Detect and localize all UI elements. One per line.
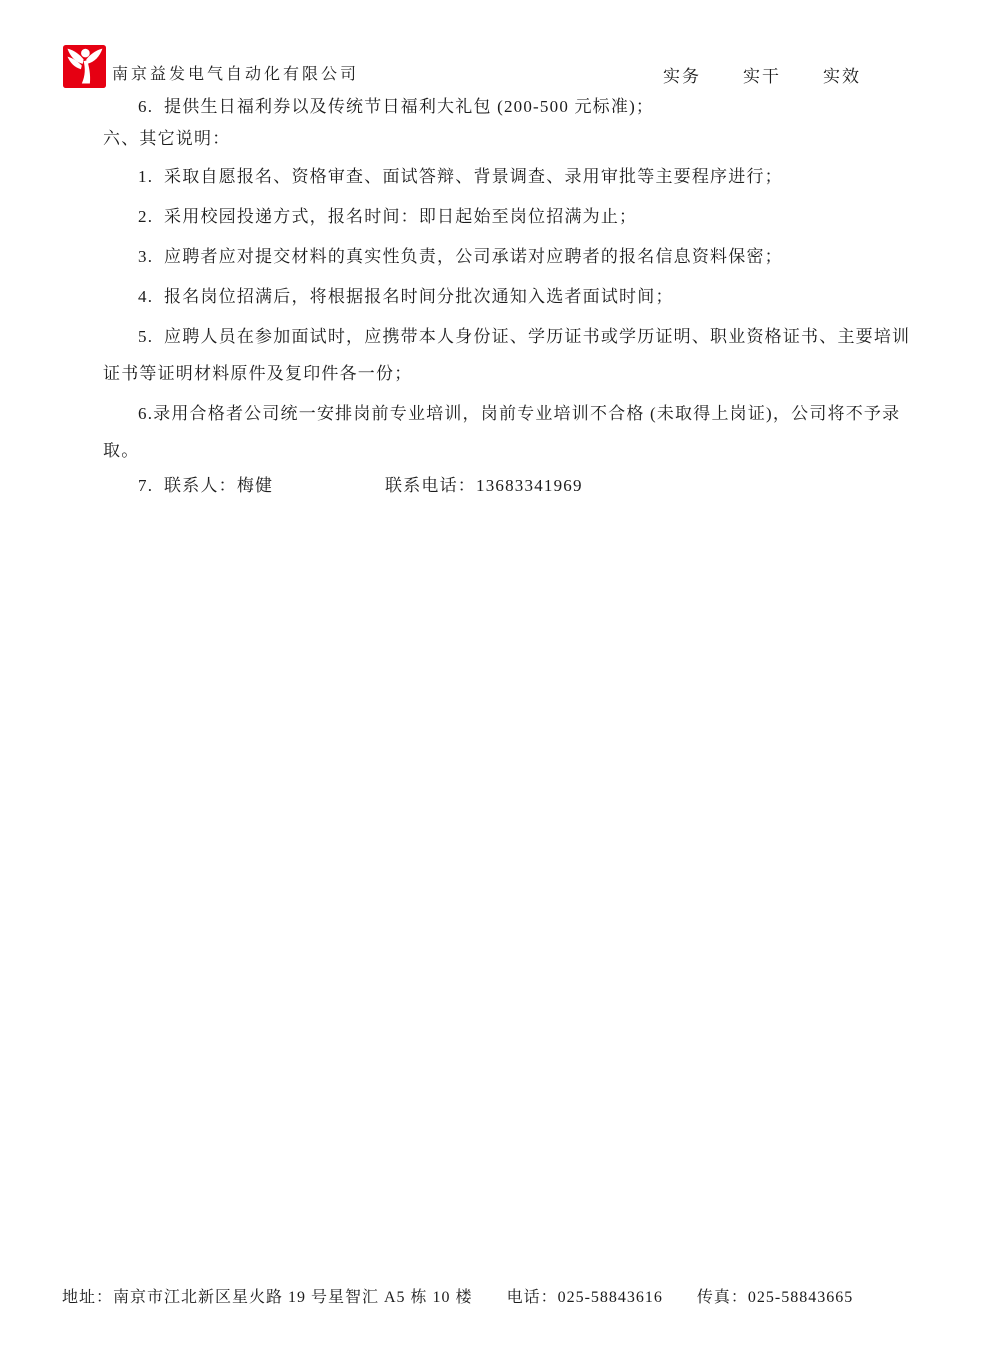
note-item-6-line-2: 取。	[103, 441, 140, 460]
note-item-6-line-1: 6.录用合格者公司统一安排岗前专业培训，岗前专业培训不合格 (未取得上岗证)，公司将不予录	[138, 404, 901, 423]
company-logo-icon	[63, 45, 106, 88]
slogan-word-3: 实效	[823, 67, 861, 86]
contact-person: 7. 联系人：梅健	[138, 476, 274, 495]
contact-phone: 联系电话：13683341969	[385, 476, 583, 495]
note-item-1: 1. 采取自愿报名、资格审查、面试答辩、背景调查、录用审批等主要程序进行；	[138, 167, 783, 186]
footer-phone: 电话：025-58843616	[506, 1289, 663, 1306]
section-title-other-notes: 六、其它说明：	[103, 129, 231, 148]
slogan-word-1: 实务	[663, 67, 701, 86]
footer-fax: 传真：025-58843665	[696, 1289, 854, 1306]
note-item-5-line-1: 5. 应聘人员在参加面试时，应携带本人身份证、学历证书或学历证明、职业资格证书、主要培训	[138, 327, 911, 346]
slogan-word-2: 实干	[743, 67, 781, 86]
note-item-5-line-2: 证书等证明材料原件及复印件各一份；	[103, 364, 413, 383]
benefit-item-6: 6. 提供生日福利券以及传统节日福利大礼包 (200-500 元标准)；	[138, 97, 655, 116]
note-item-2: 2. 采用校园投递方式，报名时间：即日起始至岗位招满为止；	[138, 207, 638, 226]
company-slogan	[663, 62, 861, 87]
note-item-4: 4. 报名岗位招满后，将根据报名时间分批次通知入选者面试时间；	[138, 287, 674, 306]
note-item-3: 3. 应聘者应对提交材料的真实性负责，公司承诺对应聘者的报名信息资料保密；	[138, 247, 783, 266]
note-item-7	[138, 471, 838, 495]
footer-address: 地址：南京市江北新区星火路 19 号星智汇 A5 栋 10 楼	[62, 1289, 473, 1306]
page-footer	[62, 1284, 853, 1307]
company-name: 南京益发电气自动化有限公司	[112, 66, 360, 83]
